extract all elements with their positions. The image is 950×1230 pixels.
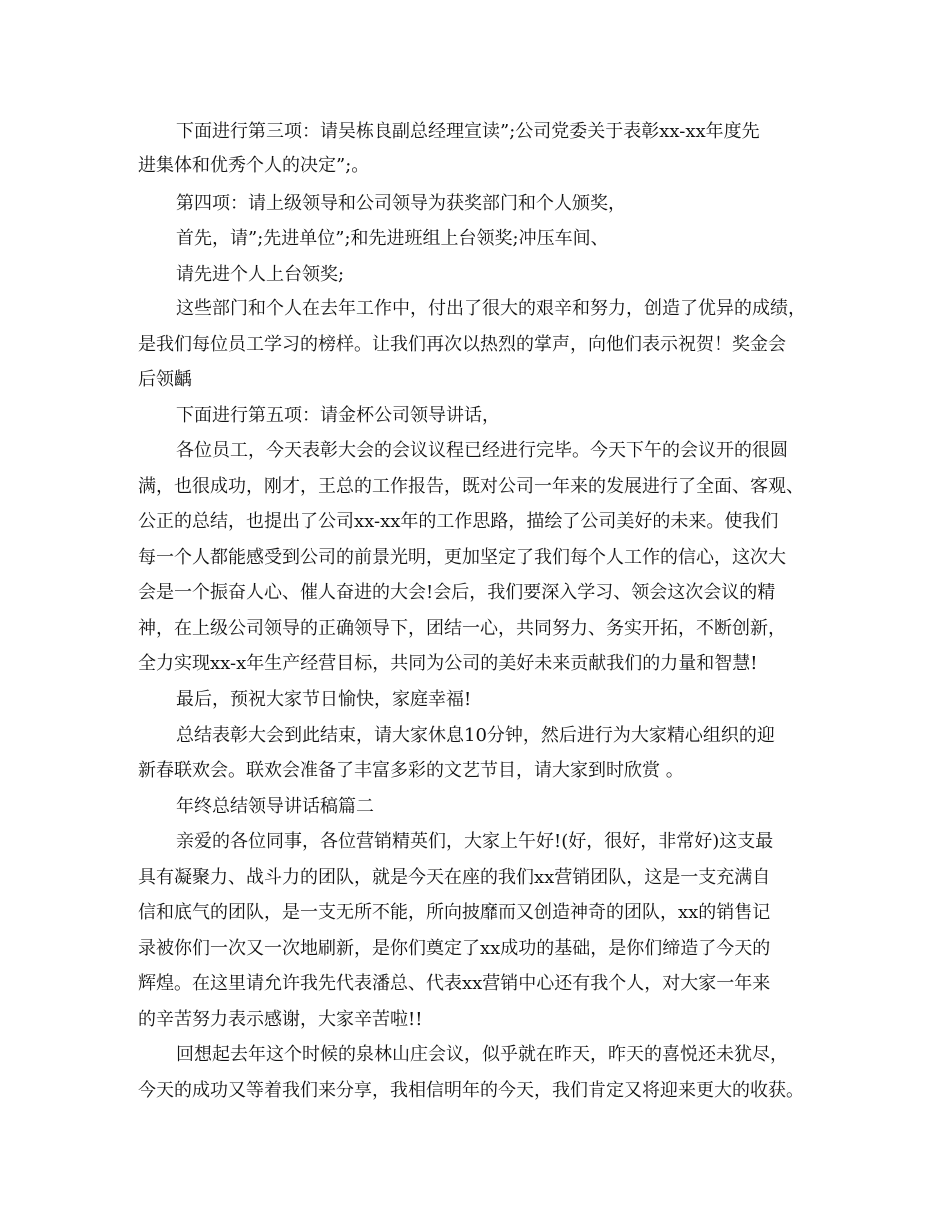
text-line: 全力实现xx-x年生产经营目标，共同为公司的美好未来贡献我们的力量和智慧! (138, 653, 758, 674)
text-line: 的辛苦努力表示感谢，大家辛苦啦!! (138, 1009, 423, 1030)
text-line: 总结表彰大会到此结束，请大家休息10分钟，然后进行为大家精心组织的迎 (176, 725, 775, 746)
text-line: 神，在上级公司领导的正确领导下，团结一心，共同努力、务实开拓，不断创新， (138, 618, 786, 639)
text-line: 请先进个人上台领奖; (176, 264, 345, 285)
text-line: 新春联欢会。联欢会准备了丰富多彩的文艺节目，请大家到时欣赏 。 (138, 760, 684, 781)
text-line: 会是一个振奋人心、催人奋进的大会!会后，我们要深入学习、领会这次会议的精 (138, 582, 776, 603)
text-line: 辉煌。在这里请允许我先代表潘总、代表xx营销中心还有我个人，对大家一年来 (138, 973, 771, 994)
text-line: 亲爱的各位同事，各位营销精英们，大家上午好!(好，很好，非常好)这支最 (176, 831, 774, 852)
section-heading: 年终总结领导讲话稿篇二 (176, 796, 374, 817)
text-line: 是我们每位员工学习的榜样。让我们再次以热烈的掌声，向他们表示祝贺！奖金会 (138, 334, 786, 355)
text-line: 第四项：请上级领导和公司领导为获奖部门和个人颁奖， (176, 193, 626, 214)
text-line: 进集体和优秀个人的决定”;。 (138, 155, 370, 176)
text-line: 这些部门和个人在去年工作中，付出了很大的艰辛和努力，创造了优异的成绩， (176, 298, 806, 319)
text-line: 每一个人都能感受到公司的前景光明，更加坚定了我们每个人工作的信心，这次大 (138, 547, 786, 568)
text-line: 下面进行第五项：请金杯公司领导讲话， (176, 405, 500, 426)
text-line: 录被你们一次又一次地刷新，是你们奠定了xx成功的基础，是你们缔造了今天的 (138, 938, 771, 959)
text-line: 下面进行第三项：请吴栋良副总经理宣读”;公司党委关于表彰xx-xx年度先 (176, 121, 760, 142)
text-line: 最后，预祝大家节日愉快，家庭幸福! (176, 689, 472, 710)
text-line: 具有凝聚力、战斗力的团队，就是今天在座的我们xx营销团队，这是一支充满自 (138, 867, 771, 888)
text-line: 各位员工，今天表彰大会的会议议程已经进行完毕。今天下午的会议开的很圆 (176, 440, 788, 461)
text-line: 后领齲 (138, 369, 192, 390)
text-line: 满，也很成功，刚才，王总的工作报告，既对公司一年来的发展进行了全面、客观、 (138, 476, 804, 497)
text-line: 回想起去年这个时候的泉林山庄会议，似乎就在昨天，昨天的喜悦还未犹尽， (176, 1044, 788, 1065)
text-line: 首先，请”;先进单位”;和先进班组上台领奖;冲压车间、 (176, 228, 609, 249)
text-line: 信和底气的团队，是一支无所不能，所向披靡而又创造神奇的团队，xx的销售记 (138, 902, 771, 923)
text-line: 今天的成功又等着我们来分享，我相信明年的今天，我们肯定又将迎来更大的收获。 (138, 1080, 804, 1101)
text-line: 公正的总结，也提出了公司xx-xx年的工作思路，描绘了公司美好的未来。使我们 (138, 511, 779, 532)
